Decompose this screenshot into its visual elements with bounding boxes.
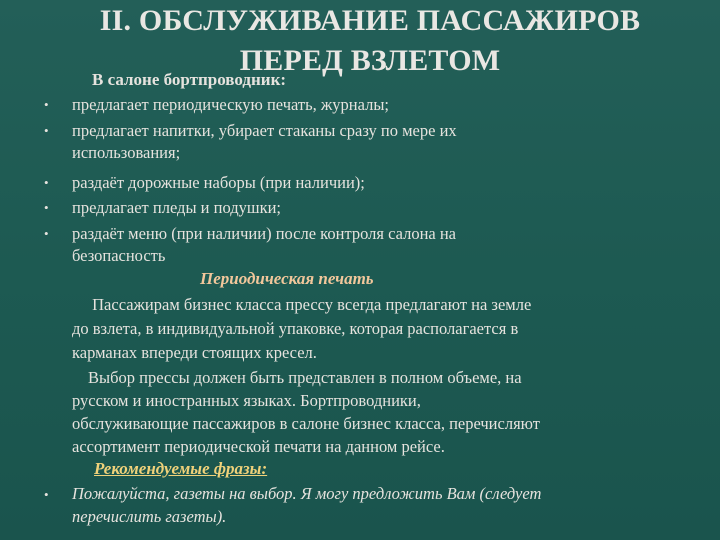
phrase-item-line-2: перечислить газеты). <box>72 507 227 526</box>
paragraph-1-line-3: карманах впереди стоящих кресел. <box>72 343 317 362</box>
bullet-item-3: раздаёт дорожные наборы (при наличии); <box>72 173 365 192</box>
paragraph-1-line-2: до взлета, в индивидуальной упаковке, которая располагается в <box>72 319 519 338</box>
bullet-marker: • <box>44 200 49 215</box>
bullet-marker: • <box>44 226 49 241</box>
paragraph-1-line-1: Пассажирам бизнес класса прессу всегда предлагают на земле <box>88 295 532 314</box>
bullet-marker: • <box>44 487 49 502</box>
phrase-item-line-1: Пожалуйста, газеты на выбор. Я могу предложить Вам (следует <box>72 484 542 503</box>
bullet-item-5-line-2: безопасность <box>72 246 166 265</box>
section-heading: Периодическая печать <box>200 269 374 288</box>
paragraph-2-line-1: Выбор прессы должен быть представлен в полном объеме, на <box>88 368 522 387</box>
paragraph-2-line-2: русском и иностранных языках. Бортпроводники, <box>72 391 421 410</box>
paragraph-2-line-4: ассортимент периодической печати на данном рейсе. <box>72 437 445 456</box>
bullet-item-2-line-1: предлагает напитки, убирает стаканы сразу по мере их <box>72 121 457 140</box>
bullet-marker: • <box>44 123 49 138</box>
paragraph-2-line-3: обслуживающие пассажиров в салоне бизнес класса, перечисляют <box>72 414 540 433</box>
bullet-marker: • <box>44 175 49 190</box>
bullet-marker: • <box>44 97 49 112</box>
bullet-item-5-line-1: раздаёт меню (при наличии) после контроля салона на <box>72 224 456 243</box>
phrases-heading: Рекомендуемые фразы: <box>94 459 268 478</box>
slide-title-line-2: ПЕРЕД ВЗЛЕТОМ <box>239 44 501 77</box>
bullet-item-4: предлагает пледы и подушки; <box>72 198 282 217</box>
bullet-item-2-line-2: использования; <box>72 143 181 162</box>
slide-subtitle: В салоне бортпроводник: <box>92 70 287 89</box>
bullet-item-1: предлагает периодическую печать, журналы; <box>72 95 389 114</box>
slide-title-line-1: II. ОБСЛУЖИВАНИЕ ПАССАЖИРОВ <box>99 4 641 37</box>
